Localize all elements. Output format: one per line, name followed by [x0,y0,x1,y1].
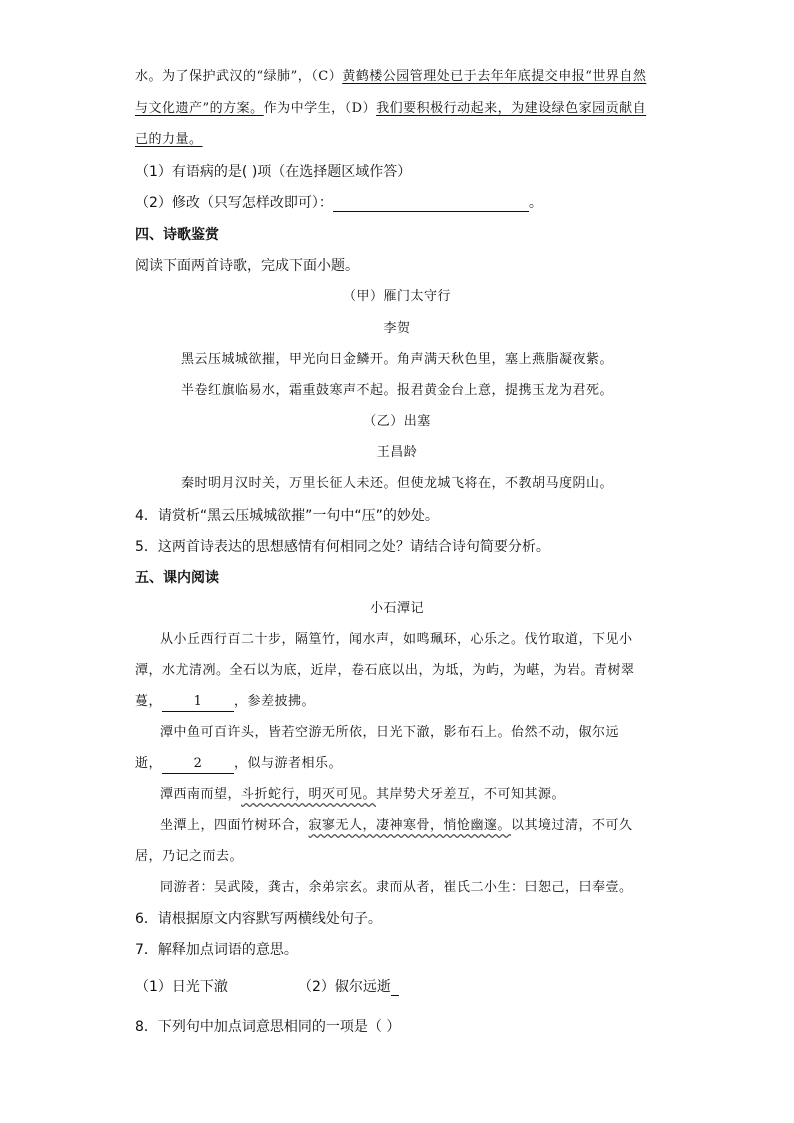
question-7-2 [298,978,399,996]
answer-blank[interactable] [333,196,529,212]
para3-wavy-underlined: 斗折蛇行，明灭可见。 [241,787,377,802]
para2-text-end: ，似与游者相乐。 [234,756,343,771]
question-7: 7．解释加点词语的意思。 [135,942,298,958]
para3-line-1 [160,786,565,804]
question-8: 8．下列句中加点词意思相同的一项是（ ） [135,1019,401,1035]
passage-line-2 [135,100,646,118]
section4-instruction: 阅读下面两首诗歌，完成下面小题。 [135,258,359,274]
option-d-underlined-cont: 己的力量。 [135,132,203,147]
blank-2[interactable]: 2 [162,755,234,774]
para1-line-1: 从小丘西行百二十步，隔篁竹，闻水声，如鸣珮环，心乐之。伐竹取道，下见小 [160,632,633,647]
poem1-title: （甲）雁门太守行 [342,289,451,304]
question-6: 6．请根据原文内容默写两横线处句子。 [135,911,382,927]
para5-line-1: 同游者：吴武陵，龚古，余弟宗玄。隶而从者，崔氏二小生：曰恕己，曰奉壹。 [160,880,633,895]
para3-text: 潭西南而望， [160,787,242,802]
poem2-author: 王昌龄 [376,445,418,460]
para3-text-end: 其岸势犬牙差互，不可知其源。 [376,787,566,802]
question-7-2-text: （2）俶尔远逝 [298,979,391,995]
poem1-line-1: 黑云压城城欲摧，甲光向日金鳞开。角声满天秋色里，塞上燕脂凝夜紫。 [180,352,613,367]
passage-line-1 [135,68,646,86]
poem2-title: （乙）出塞 [363,414,431,429]
answer-blank-7-2[interactable] [391,980,399,996]
section-heading-4: 四、诗歌鉴赏 [135,227,219,243]
para4-line-2: 居，乃记之而去。 [135,849,244,864]
question-4: 4．请赏析“黑云压城城欲摧”一句中“压”的妙处。 [135,508,439,524]
para2-line-2 [135,755,342,774]
passage-line-3 [135,131,203,149]
text-title: 小石潭记 [369,601,424,616]
passage-text: 作为中学生，（D） [263,101,377,116]
para1-line-2: 潭，水尤清冽。全石以为底，近岸，卷石底以出，为坻，为屿，为嵁，为岩。青树翠 [135,663,635,678]
para4-text: 坐潭上，四面竹树环合， [160,818,309,833]
passage-text: 水。为了保护武汉的“绿肺”，（C） [135,69,343,84]
option-c-underlined-cont: 与文化遗产”的方案。 [135,101,264,116]
question-7-1: （1）日光下澈 [135,979,228,995]
para1-text: 蔓， [135,694,163,709]
para4-line-1 [160,817,633,835]
poem2-line-1: 秦时明月汉时关，万里长征人未还。但使龙城飞将在，不教胡马度阴山。 [180,476,613,491]
question-sub-2-label: （2）修改（只写怎样改即可）： [135,195,333,211]
option-c-underlined: 黄鹤楼公园管理处已于去年年底提交申报“世界自然 [342,69,647,84]
para2-line-1: 潭中鱼可百许头，皆若空游无所依，日光下澈，影布石上。佁然不动，俶尔远 [160,725,620,740]
question-5: 5．这两首诗表达的思想感情有何相同之处？请结合诗句简要分析。 [135,539,550,555]
poem1-author: 李贺 [383,321,411,336]
para4-text-end: 以其境过清，不可久 [511,818,633,833]
para4-wavy-underlined: 寂寥无人，凄神寒骨，悄怆幽邃。 [308,818,512,833]
section-heading-5: 五、课内阅读 [135,570,219,586]
question-sub-1: （1）有语病的是( )项（在选择题区域作答） [135,164,412,180]
para1-line-3 [135,693,315,712]
option-d-underlined: 我们要积极行动起来，为建设绿色家园贡献自 [376,101,647,116]
question-sub-2 [135,194,543,212]
blank-1[interactable]: 1 [162,693,234,712]
question-sub-2-end: 。 [528,195,543,211]
poem1-line-2: 半卷红旗临易水，霜重鼓寒声不起。报君黄金台上意，提携玉龙为君死。 [180,383,613,398]
para2-text: 逝， [135,756,163,771]
para1-text-end: ，参差披拂。 [234,694,316,709]
